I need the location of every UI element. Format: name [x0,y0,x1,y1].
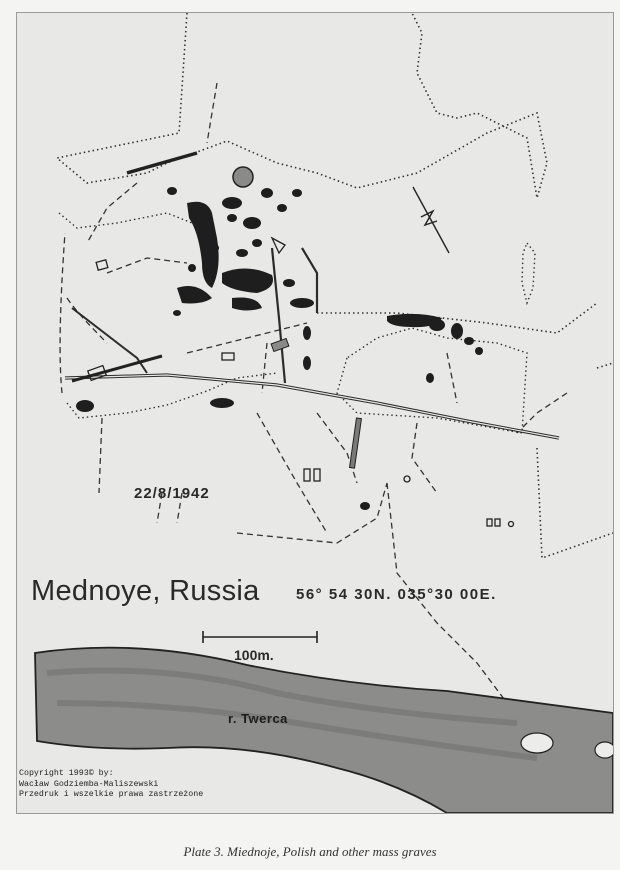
copyright-line: Przedruk i wszelkie prawa zastrzeżone [19,790,204,799]
map-frame [16,12,614,814]
map-drawing [17,13,613,813]
map-title: Mednoye, Russia [31,575,260,607]
coordinates-label: 56° 54 30N. 035°30 00E. [296,586,497,603]
copyright-line: Copyright 1993© by: [19,769,114,778]
copyright-line: Wacław Godziemba-Maliszewski [19,779,159,789]
scale-label: 100m. [234,647,274,663]
date-label: 22/8/1942 [134,485,210,502]
river-label: r. Twerca [228,711,288,726]
plate-caption: Plate 3. Miednoje, Polish and other mass graves [183,844,437,859]
river-island-1 [521,733,553,753]
hatched-circle [233,167,253,187]
river-island-2 [595,742,613,758]
copyright-notice [19,769,203,801]
